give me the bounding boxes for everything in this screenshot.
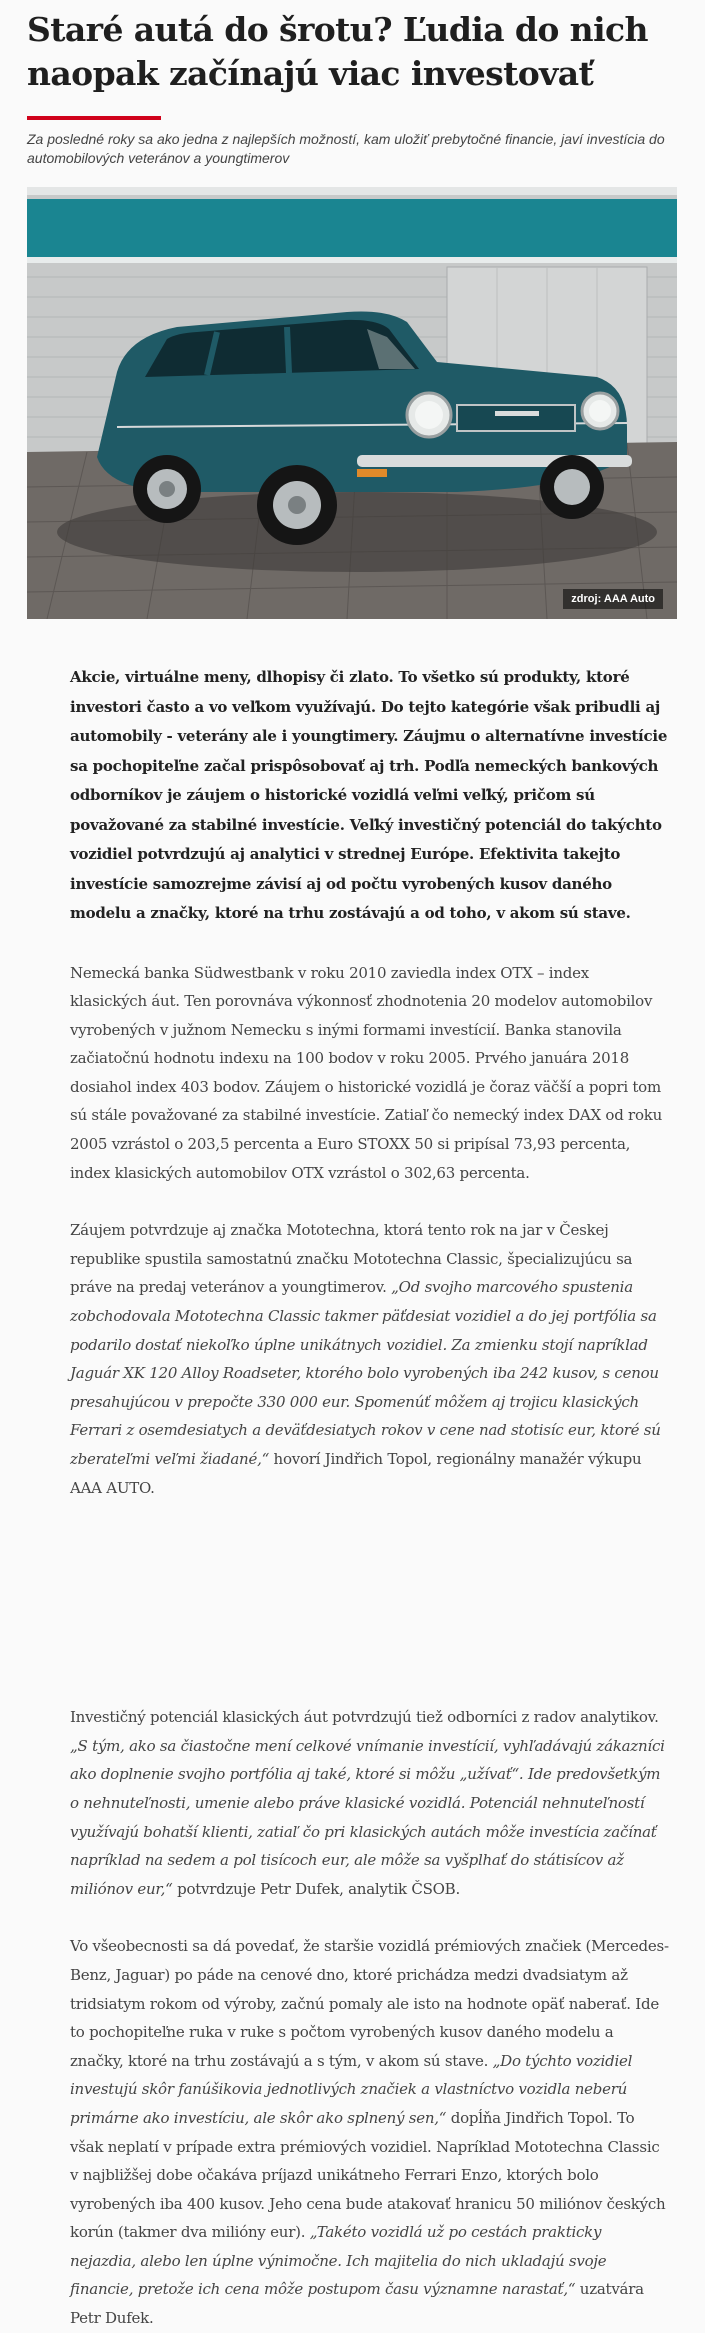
article-title: Staré autá do šrotu? Ľudia do nich naopak začínajú viac investovať [27,10,648,93]
quote-text: „S tým, ako sa čiastočne mení celkové vnímanie investícií, vyhľadávajú zákazníci ako doplnenie svojho portfólia aj také, ktoré si môžu „užívať“. Ide predovšetkým o nehnuteľnosti, umenie alebo práve klasické vozidlá. Potenciál nehnuteľností využívajú bohatší klienti, zatiaľ čo pri klasických autách môže investícia začínať napríklad na sedem a pol tisícoch eur, ale môže sa vyšplhať do státisícov až miliónov eur,“ [70,1736,665,1898]
paragraph-text: Investičný potenciál klasických áut potvrdzujú tiež odborníci z radov analytikov. [70,1708,659,1727]
quote-text: „Od svojho marcového spustenia zobchodovala Mototechna Classic takmer päťdesiat vozidiel a do jej portfólia sa podarilo dostať niekoľko úplne unikátnych vozidiel. Za zmienku stojí napríklad Jaguár XK 120 Alloy Roadseter, ktorého bolo vyrobených iba 242 kusov, s cenou presahujúcou v prepočte 330 000 eur. Spomenúť môžem aj trojicu klasických Ferrari z osemdesiatych a deväťdesiatych rokov v cene nad stotisíc eur, ktoré sú zberateľmi veľmi žiadané,“ [70,1278,661,1468]
article-photo [27,187,677,619]
photo-credit: zdroj: AAA Auto [563,589,663,609]
paragraph-text: dopĺňa Jindřich Topol. To však neplatí v prípade extra prémiových vozidiel. Napríklad Mototechna Classic v najbližšej dobe očakáva príjazd unikátneho Ferrari Enzo, ktorých bolo vyrobených iba 400 kusov. Jeho cena bude atakovať hranicu 50 miliónov českých korún (takmer dva milióny eur). [70,2108,666,2242]
title-underline [27,116,161,120]
paragraph-text: Záujem potvrdzuje aj značka Mototechna, ktorá tento rok na jar v Českej republike spustila samostatnú značku Mototechna Classic, špecializujúcu sa práve na predaj veteránov a youngtimerov. [70,1221,633,1297]
article-header [27,8,677,96]
lead-paragraph: Akcie, virtuálne meny, dlhopisy či zlato. To všetko sú produkty, ktoré investori často a vo veľkom využívajú. Do tejto kategórie však pribudli aj automobily - veterány ale i youngtimery. Záujmu o alternatívne investície sa pochopiteľne začal prispôsobovať aj trh. Podľa nemeckých bankových odborníkov je záujem o historické vozidlá veľmi veľký, pričom sú považované za stabilné investície. Veľký investičný potenciál do takýchto vozidiel potvrdzujú aj analytici v strednej Európe. Efektivita takejto investície samozrejme závisí aj od počtu vyrobených kusov daného modelu a značky, ktoré na trhu zostávajú a od toho, v akom sú stave. [70,668,668,922]
paragraph-text: hovorí Jindřich Topol, regionálny manažér výkupu AAA AUTO. [70,1450,642,1497]
paragraph-otx-index: Nemecká banka Südwestbank v roku 2010 zaviedla index OTX – index klasických áut. Ten porovnáva výkonnosť zhodnotenia 20 modelov automobilov vyrobených v južnom Nemecku s inými formami investícií. Banka stanovila začiatočnú hodnotu indexu na 100 bodov v roku 2005. Prvého januára 2018 dosiahol index 403 bodov. Záujem o historické vozidlá je čoraz väčší a popri tom sú stále považované za stabilné investície. Zatiaľ čo nemecký index DAX od roku 2005 vzrástol o 203,5 percenta a Euro STOXX 50 si pripísal 73,93 percenta, index klasických automobilov OTX vzrástol o 302,63 percenta. [70,963,663,1182]
paragraph-text: uzatvára Petr Dufek. [70,2280,644,2328]
paragraph-text: potvrdzuje Petr Dufek, analytik ČSOB. [172,1879,460,1898]
article-body [70,663,670,2333]
paragraph-mototechna [70,1216,670,1502]
article-subtitle: Za posledné roky sa ako jedna z najlepších možností, kam uložiť prebytočné financie, javí investícia do automobilových veteránov a youngtimerov [27,131,665,166]
paragraph-text: Vo všeobecnosti sa dá povedať, že staršie vozidlá prémiových značiek (Mercedes-Benz, Jaguar) po páde na cenové dno, ktoré prichádza medzi dvadsiatym až tridsiatym rokom od výroby, začnú pomaly ale isto na hodnote opäť naberať. Ide to pochopiteľne ruka v ruke s počtom vyrobených kusov daného modelu a značky, ktoré na trhu zostávajú a s tým, v akom sú stave. [70,1937,669,2070]
paragraph-analysts [70,1703,670,1903]
quote-text: „Takéto vozidlá už po cestách prakticky nejazdia, alebo len úplne výnimočne. Ich majitelia do nich ukladajú svoje financie, pretože ich cena môže postupom času významne narastať,“ [70,2223,607,2299]
paragraph-premium-brands [70,1932,670,2332]
skoda-car-photo [27,187,677,619]
quote-text: „Do týchto vozidiel investujú skôr fanúšikovia jednotlivých značiek a vlastníctvo vozidla neberú primárne ako investíciu, ale skôr ako splnený sen,“ [70,2051,633,2127]
